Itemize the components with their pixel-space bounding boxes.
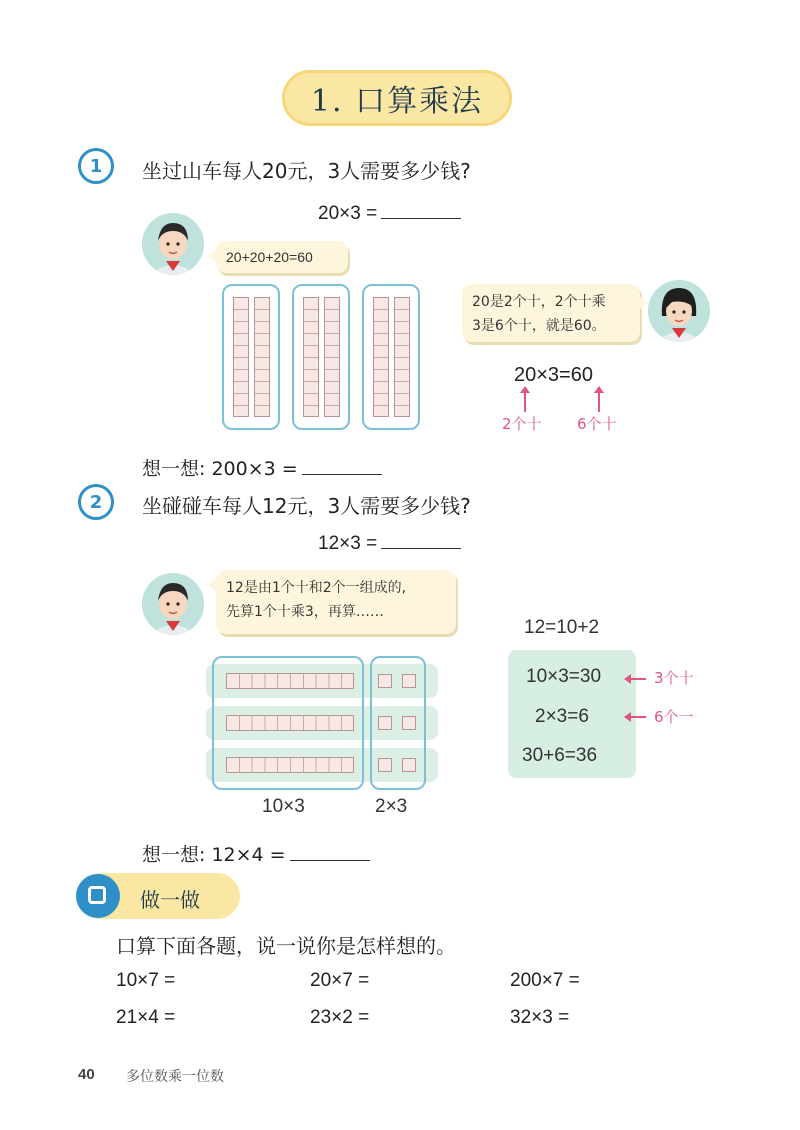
girl-speech-bubble — [462, 284, 640, 342]
think-row-2 — [142, 840, 370, 867]
split-equation: 12=10+2 — [524, 617, 600, 638]
ten-block — [254, 297, 270, 417]
think-row-1 — [142, 454, 382, 481]
arrow-left-icon — [630, 716, 646, 718]
boy-bubble-text: 20+20+20=60 — [226, 249, 313, 265]
calc-step-1: 10×3=30 — [526, 666, 602, 687]
chapter-title: 多位数乘一位数 — [126, 1069, 224, 1085]
think-prompt-2: 想一想: 12×4 = — [142, 844, 286, 866]
one-cube — [378, 716, 392, 730]
answer-blank[interactable] — [302, 456, 382, 475]
problem-2-question: 坐碰碰车每人12元，3人需要多少钱? — [142, 494, 471, 518]
pencil-icon — [76, 874, 120, 918]
boy-bubble-2-line-1: 12是由1个十和2个一组成的, — [226, 580, 407, 596]
ten-block — [233, 297, 249, 417]
problem-1-question: 坐过山车每人20元，3人需要多少钱? — [142, 159, 471, 183]
ten-block — [303, 297, 319, 417]
think-prompt-1: 想一想: 200×3 = — [142, 458, 298, 480]
answer-blank[interactable] — [290, 842, 370, 861]
caption-ones: 2×3 — [375, 796, 408, 817]
one-cube — [378, 674, 392, 688]
ten-block — [226, 757, 354, 773]
ten-block — [324, 297, 340, 417]
problem-1-equation-row — [318, 200, 461, 225]
ten-block — [226, 673, 354, 689]
tens-group-1 — [222, 284, 280, 430]
problem-2-equation-row — [318, 530, 461, 555]
problem-number-1: 1 — [78, 148, 114, 184]
caption-tens: 10×3 — [262, 796, 305, 817]
result-equation: 20×3=60 — [514, 364, 593, 386]
girl-avatar — [648, 280, 710, 342]
label-six-tens: 6个十 — [577, 415, 617, 433]
one-cube — [402, 716, 416, 730]
lesson-title: 1. 口算乘法 — [310, 84, 484, 119]
note-three-tens: 3个十 — [654, 669, 694, 687]
one-cube — [402, 758, 416, 772]
ten-block — [226, 715, 354, 731]
practice-problem: 21×4 = — [116, 1007, 176, 1028]
label-two-tens: 2个十 — [502, 415, 542, 433]
page-number: 40 — [78, 1066, 95, 1083]
one-cube — [402, 674, 416, 688]
practice-banner-label: 做一做 — [140, 888, 200, 912]
arrow-left-icon — [630, 678, 646, 680]
calc-step-3: 30+6=36 — [522, 745, 598, 766]
problem-2-equation: 12×3 = — [318, 533, 378, 554]
boy-bubble-2-line-2: 先算1个十乘3，再算…… — [226, 604, 384, 620]
girl-bubble-line-1: 20是2个十，2个十乘 — [472, 294, 606, 310]
problem-1-equation: 20×3 = — [318, 203, 378, 224]
ten-block — [373, 297, 389, 417]
tens-group-2 — [292, 284, 350, 430]
girl-bubble-line-2: 3是6个十，就是60。 — [472, 318, 606, 334]
boy-speech-bubble-2 — [216, 570, 456, 634]
boy-avatar — [142, 573, 204, 635]
boy-avatar — [142, 213, 204, 275]
arrow-up-icon — [598, 392, 600, 412]
practice-problem: 10×7 = — [116, 970, 176, 991]
note-six-ones: 6个一 — [654, 708, 694, 726]
practice-instruction: 口算下面各题，说一说你是怎样想的。 — [116, 934, 456, 958]
practice-problem: 200×7 = — [510, 970, 580, 991]
answer-blank[interactable] — [381, 530, 461, 549]
tens-group-3 — [362, 284, 420, 430]
answer-blank[interactable] — [381, 200, 461, 219]
lesson-title-banner — [282, 70, 512, 126]
practice-problem: 23×2 = — [310, 1007, 370, 1028]
practice-problem: 20×7 = — [310, 970, 370, 991]
problem-number-2: 2 — [78, 484, 114, 520]
boy-speech-bubble-1 — [216, 241, 348, 273]
practice-problem: 32×3 = — [510, 1007, 570, 1028]
calc-step-2: 2×3=6 — [535, 706, 589, 727]
one-cube — [378, 758, 392, 772]
ten-block — [394, 297, 410, 417]
arrow-up-icon — [524, 392, 526, 412]
